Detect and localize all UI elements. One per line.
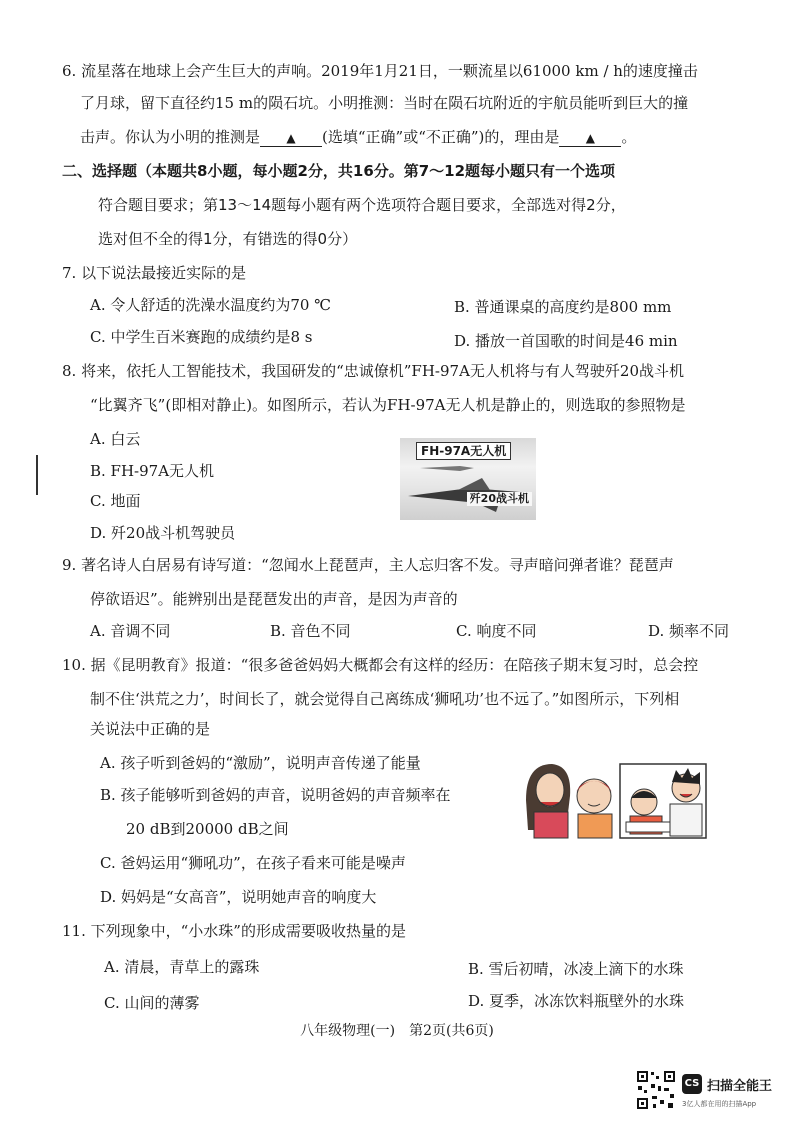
q9-option-a[interactable]: A. 音调不同 bbox=[90, 622, 171, 640]
q7-option-c[interactable]: C. 中学生百米赛跑的成绩约是8 s bbox=[90, 328, 313, 346]
jet-figure bbox=[400, 438, 536, 520]
q8-option-d[interactable]: D. 歼20战斗机驾驶员 bbox=[90, 524, 236, 542]
q6-line1: 6. 流星落在地球上会产生巨大的声响。2019年1月21日，一颗流星以61000 km / h的速度撞击 bbox=[62, 62, 698, 80]
q11-stem: 11. 下列现象中，“小水珠”的形成需要吸收热量的是 bbox=[62, 922, 406, 940]
q6-line3-c: 。 bbox=[621, 128, 637, 146]
answer-blank-1[interactable]: ▲ bbox=[260, 130, 322, 147]
q10-line3: 关说法中正确的是 bbox=[90, 720, 211, 738]
q8-line1: 8. 将来，依托人工智能技术，我国研发的“忠诚僚机”FH-97A无人机将与有人驾驶歼20战斗机 bbox=[62, 362, 684, 380]
camscanner-name: 扫描全能王 bbox=[707, 1079, 773, 1094]
section2-line3: 选对但不全的得1分，有错选的得0分） bbox=[98, 230, 358, 248]
q10-option-d[interactable]: D. 妈妈是“女高音”，说明她声音的响度大 bbox=[100, 888, 377, 906]
camscanner-logo-icon: CS bbox=[682, 1074, 702, 1094]
q7-option-b[interactable]: B. 普通课桌的高度约是800 mm bbox=[454, 298, 672, 316]
q10-line2: 制不住‘洪荒之力’，时间长了，就会觉得自己离练成‘狮吼功’也不远了。”如图所示，下列相 bbox=[90, 690, 680, 708]
section2-line2: 符合题目要求；第13～14题每小题有两个选项符合题目要求，全部选对得2分， bbox=[98, 196, 626, 214]
q11-option-b[interactable]: B. 雪后初晴，冰凌上滴下的水珠 bbox=[468, 960, 684, 978]
q11-option-d[interactable]: D. 夏季，冰冻饮料瓶壁外的水珠 bbox=[468, 992, 685, 1010]
fig-label-fighter: 歼20战斗机 bbox=[467, 492, 532, 506]
q7-stem: 7. 以下说法最接近实际的是 bbox=[62, 264, 247, 282]
section2-line1: 二、选择题（本题共8小题，每小题2分，共16分。第7～12题每小题只有一个选项 bbox=[62, 162, 616, 180]
q7-option-a[interactable]: A. 令人舒适的洗澡水温度约为70 ℃ bbox=[90, 296, 332, 314]
q7-option-d[interactable]: D. 播放一首国歌的时间是46 min bbox=[454, 332, 678, 350]
qr-code-icon bbox=[636, 1070, 676, 1110]
fig-label-drone: FH-97A无人机 bbox=[416, 442, 511, 460]
q9-option-c[interactable]: C. 响度不同 bbox=[456, 622, 537, 640]
margin-mark bbox=[36, 455, 38, 495]
q8-option-b[interactable]: B. FH-97A无人机 bbox=[90, 462, 215, 480]
answer-blank-2[interactable]: ▲ bbox=[559, 130, 621, 147]
q8-option-c[interactable]: C. 地面 bbox=[90, 492, 141, 510]
q11-option-c[interactable]: C. 山间的薄雾 bbox=[104, 994, 200, 1012]
q9-line1: 9. 著名诗人白居易有诗写道：“忽闻水上琵琶声，主人忘归客不发。寻声暗问弹者谁？琵琶声 bbox=[62, 556, 674, 574]
q10-option-a[interactable]: A. 孩子听到爸妈的“激励”，说明声音传递了能量 bbox=[100, 754, 421, 772]
page-footer: 八年级物理(一) 第2页(共6页) bbox=[300, 1023, 494, 1039]
q6-line2: 了月球，留下直径约15 m的陨石坑。小明推测：当时在陨石坑附近的宇航员能听到巨大的撞 bbox=[80, 94, 689, 112]
q9-option-b[interactable]: B. 音色不同 bbox=[270, 622, 351, 640]
family-cartoon-figure bbox=[520, 760, 710, 842]
q6-line3-a: 击声。你认为小明的推测是 bbox=[80, 128, 261, 146]
q8-option-a[interactable]: A. 白云 bbox=[90, 430, 141, 448]
q10-option-c[interactable]: C. 爸妈运用“狮吼功”，在孩子看来可能是噪声 bbox=[100, 854, 406, 872]
family-cartoon-illustration bbox=[520, 760, 710, 842]
camscanner-tagline: 3亿人都在用的扫描App bbox=[682, 1100, 757, 1108]
q10-line1: 10. 据《昆明教育》报道：“很多爸爸妈妈大概都会有这样的经历：在陪孩子期末复习时，总会控 bbox=[62, 656, 699, 674]
q6-line3 bbox=[80, 126, 636, 148]
q6-line3-b: (选填“正确”或“不正确”)的，理由是 bbox=[322, 128, 560, 146]
q11-option-a[interactable]: A. 清晨，青草上的露珠 bbox=[104, 958, 260, 976]
q9-option-d[interactable]: D. 频率不同 bbox=[648, 622, 730, 640]
q10-option-b-line1[interactable]: B. 孩子能够听到爸妈的声音，说明爸妈的声音频率在 bbox=[100, 786, 451, 804]
q8-line2: “比翼齐飞”(即相对静止)。如图所示，若认为FH-97A无人机是静止的，则选取的参照物是 bbox=[90, 396, 686, 414]
q9-line2: 停欲语迟”。能辨别出是琵琶发出的声音，是因为声音的 bbox=[90, 590, 458, 608]
q10-option-b-line2: 20 dB到20000 dB之间 bbox=[126, 820, 289, 838]
